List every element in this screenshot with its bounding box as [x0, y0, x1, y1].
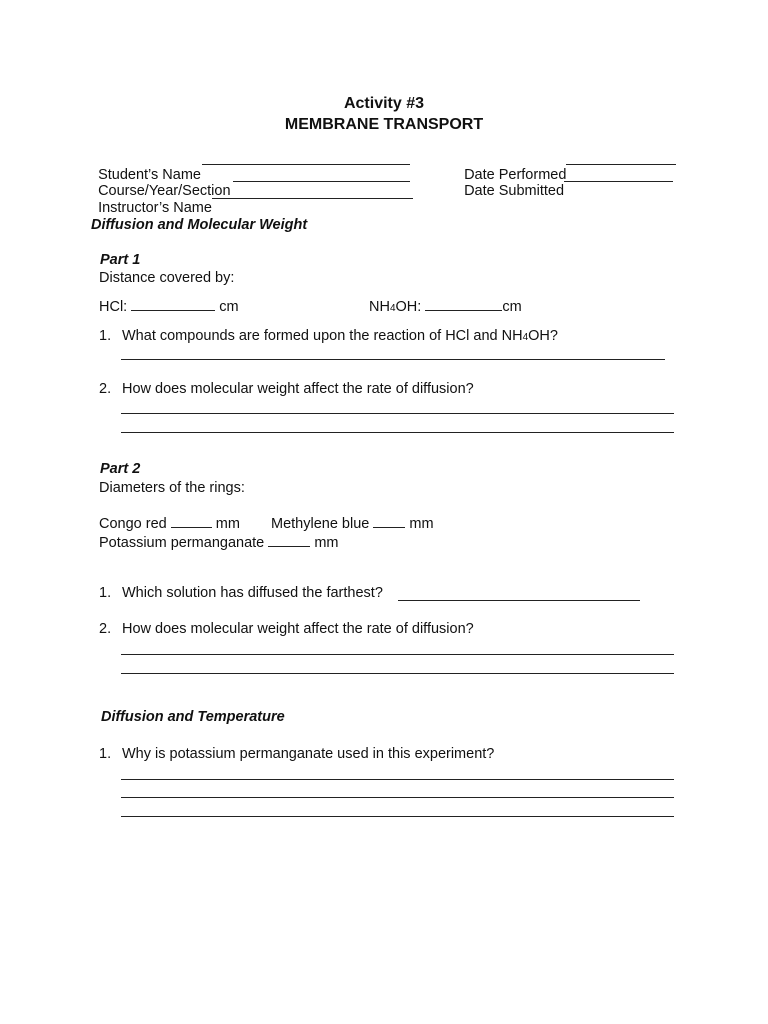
kmno4-label: Potassium permanganate: [99, 535, 265, 551]
temp-q1-answer-line[interactable]: [121, 816, 674, 817]
instructor-label: Instructor’s Name: [98, 200, 212, 216]
part2-intro: Diameters of the rings:: [99, 480, 245, 496]
instructor-field: [90, 183, 212, 217]
part1-q2-number: 2.: [99, 381, 112, 397]
course-blank[interactable]: [233, 181, 410, 182]
congo-red-row: [99, 514, 240, 533]
congo-red-blank[interactable]: [171, 514, 212, 528]
congo-red-label: Congo red: [99, 516, 167, 532]
date-performed-label: Date Performed: [464, 167, 567, 183]
part1-q2-answer-line[interactable]: [121, 432, 674, 433]
part2-q2-number: 2.: [99, 621, 112, 637]
part1-q1-subscript: 4: [522, 332, 529, 343]
part2-heading: Part 2: [100, 461, 141, 477]
part1-intro: Distance covered by:: [99, 270, 235, 286]
hcl-label: HCl:: [99, 299, 128, 315]
methylene-blue-row: [271, 514, 434, 533]
temp-q1-text: Why is potassium permanganate used in this experiment?: [122, 746, 495, 762]
hcl-unit: cm: [219, 299, 239, 315]
part1-q1-text: [122, 328, 558, 346]
nh4oh-label-a: NH: [369, 299, 390, 315]
instructor-blank[interactable]: [212, 198, 413, 199]
course-label: Course/Year/Section: [98, 183, 231, 199]
kmno4-blank[interactable]: [268, 533, 310, 547]
date-performed-blank[interactable]: [566, 164, 676, 165]
kmno4-row: [99, 533, 338, 552]
nh4oh-row: [369, 297, 522, 317]
date-submitted-blank[interactable]: [564, 181, 673, 182]
nh4oh-distance-blank[interactable]: [425, 297, 502, 311]
part1-q1-number: 1.: [99, 328, 112, 344]
page-title: MEMBRANE TRANSPORT: [284, 116, 484, 133]
part1-q1-text-a: What compounds are formed upon the reaction of HCl and NH: [122, 328, 523, 344]
activity-number: Activity #3: [343, 95, 425, 112]
nh4oh-label-b: OH:: [395, 299, 422, 315]
temp-q1-answer-line[interactable]: [121, 797, 674, 798]
part2-q2-text: How does molecular weight affect the rate of diffusion?: [122, 621, 474, 637]
part2-q2-answer-line[interactable]: [121, 654, 674, 655]
temp-q1-answer-line[interactable]: [121, 779, 674, 780]
hcl-distance-blank[interactable]: [131, 297, 215, 311]
part2-q2-answer-line[interactable]: [121, 673, 674, 674]
congo-red-unit: mm: [215, 516, 240, 532]
part1-q1-answer-line[interactable]: [121, 359, 665, 360]
part1-q1-text-b: OH?: [528, 328, 558, 344]
part1-q2-text: How does molecular weight affect the rate of diffusion?: [122, 381, 474, 397]
part2-q1-text: Which solution has diffused the farthest?: [122, 585, 383, 601]
part2-q1-number: 1.: [99, 585, 112, 601]
part2-q1-answer-line[interactable]: [398, 600, 640, 601]
kmno4-unit: mm: [314, 535, 339, 551]
methylene-blue-blank[interactable]: [373, 514, 405, 528]
date-submitted-label: Date Submitted: [464, 183, 565, 199]
student-name-label: Student’s Name: [98, 167, 201, 183]
part1-heading: Part 1: [100, 252, 141, 268]
temp-q1-number: 1.: [99, 746, 112, 762]
nh4oh-subscript: 4: [389, 303, 396, 314]
part1-q2-answer-line[interactable]: [121, 413, 674, 414]
section-heading-temperature: Diffusion and Temperature: [101, 709, 285, 725]
hcl-row: [99, 297, 239, 316]
methylene-blue-unit: mm: [409, 516, 434, 532]
date-submitted-field: [456, 166, 567, 200]
section-heading-molecular-weight: Diffusion and Molecular Weight: [91, 217, 308, 233]
student-name-blank[interactable]: [202, 164, 410, 165]
methylene-blue-label: Methylene blue: [271, 516, 370, 532]
nh4oh-unit: cm: [502, 299, 522, 315]
